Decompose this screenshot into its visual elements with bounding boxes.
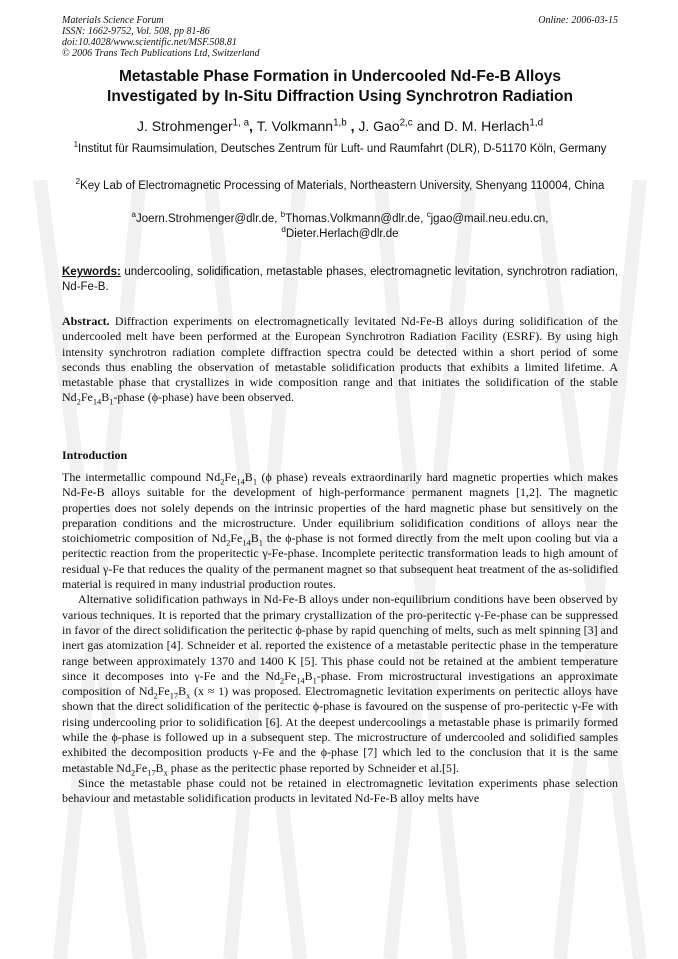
intro-text: phase as the peritectic phase reported by Schneider et al.[5]. <box>167 760 459 775</box>
formula-part: Fe <box>284 668 297 683</box>
formula-subscript: 1 <box>109 397 114 407</box>
keywords-label: Keywords: <box>62 266 121 278</box>
intro-text: (ϕ phase) reveals extraordinarily hard magnetic properties which makes Nd-Fe-B alloys suitable for the development of high-performance permanent magnets [1,2]. The magnetic properties does not solely depends on the intrinsic properties of the hard magnetic phase but sensitively on the preparation conditions and the microstructure. Under equilibrium solidification conditions of alloys near the stoichiometric composition of Nd <box>62 470 618 546</box>
formula-subscript: 14 <box>92 397 102 407</box>
formula-subscript: 2 <box>220 477 225 487</box>
email-a[interactable]: Joern.Strohmenger@dlr.de, <box>136 213 281 225</box>
keywords-text: undercooling, solidification, metastable phases, electromagnetic levitation, synchrotron radiation, Nd-Fe-B. <box>62 266 618 293</box>
email-d[interactable]: Dieter.Herlach@dlr.de <box>285 228 399 240</box>
intro-text: The intermetallic compound Nd <box>62 470 221 484</box>
intro-paragraph-3: Since the metastable phase could not be retained in electromagnetic levitation experiments phase selection behaviour and metastable solidification products in levitated Nd-Fe-B alloy melts have <box>62 775 618 806</box>
formula-subscript: 2 <box>153 691 158 701</box>
author-2-affil: 1,b <box>333 117 347 129</box>
formula-part: B <box>244 470 253 484</box>
formula-part: B <box>250 531 259 546</box>
intro-text: the ϕ-phase is not formed directly from the melt upon cooling but via a peritectic reaction from the properitectic γ-Fe-phase. Incomplete peritectic transformation leads to high amount of residual γ-Fe that reduces the quality of the permanent magnet so that subsequent heat treatment of the as-solidified material is required in many industrial production routes. <box>62 531 618 592</box>
formula-part: B <box>178 684 187 699</box>
affiliation-1-marker: 1 <box>73 140 79 150</box>
paper-title <box>40 67 640 107</box>
journal-issn: ISSN: 1662-9752, Vol. 508, pp 81-86 <box>62 26 210 37</box>
formula-subscript: 2 <box>130 768 136 778</box>
formula-subscript: x <box>163 768 168 778</box>
formula-part: Fe <box>80 390 93 405</box>
formula-part: Fe <box>157 684 170 699</box>
title-line-1: Metastable Phase Formation in Undercooled Nd-Fe-B Alloys <box>118 68 562 85</box>
formula-subscript: 14 <box>296 676 305 686</box>
affiliation-2-text: Key Lab of Electromagnetic Processing of Materials, Northeastern University, Shenyang 110004, China <box>80 180 605 192</box>
intro-paragraph-1 <box>62 470 618 592</box>
formula-subscript: 14 <box>236 477 245 487</box>
formula-subscript: 1 <box>258 538 263 548</box>
intro-text: -phase. From microstructural investigations an approximate composition of Nd <box>62 668 618 699</box>
formula-part: Fe <box>135 760 148 775</box>
email-list <box>62 212 618 242</box>
formula-part: Fe <box>224 470 237 484</box>
formula-subscript: 2 <box>226 538 231 548</box>
journal-copyright: © 2006 Trans Tech Publications Ltd, Switzerland <box>62 48 260 59</box>
email-a-marker: a <box>131 210 137 220</box>
introduction-body <box>62 470 618 807</box>
formula-subscript: x <box>186 691 191 701</box>
keywords <box>62 265 618 295</box>
journal-header <box>62 15 618 59</box>
abstract-text: Diffraction experiments on electromagnetically levitated Nd-Fe-B alloys during solidification of the undercooled melt have been performed at the European Synchrotron Radiation Facility (ESRF). By using high intensity synchrotron radiation complete diffraction spectra could be detected within a short period of some seconds thus enabling the observation of metastable solidification products that exhibits a limited lifetime. A metastable phase that crystallizes in wide composition range and that initiates the solidification of the stable <box>62 314 618 390</box>
title-line-2: Investigated by In-Situ Diffraction Using Synchrotron Radiation <box>107 88 573 105</box>
section-heading-introduction: Introduction <box>62 448 128 462</box>
abstract-label: Abstract. <box>62 314 110 328</box>
formula-part: B <box>304 668 313 683</box>
formula-subscript: 1 <box>312 676 317 686</box>
author-4: D. M. Herlach <box>443 118 530 134</box>
abstract <box>62 314 618 406</box>
formula-part: Nd <box>62 390 77 405</box>
affiliation-2 <box>62 178 618 194</box>
author-4-affil: 1,d <box>529 117 544 129</box>
formula-subscript: 17 <box>147 768 156 778</box>
author-2: T. Volkmann <box>256 118 334 134</box>
author-3-affil: 2,c <box>399 117 413 129</box>
author-list <box>40 117 640 135</box>
formula-subscript: 14 <box>242 538 251 548</box>
formula-subscript: 2 <box>76 397 81 407</box>
formula-part: B <box>101 390 110 405</box>
author-1: J. Strohmenger <box>136 118 233 134</box>
affiliation-1-text: Institut für Raumsimulation, Deutsches Zentrum für Luft- und Raumfahrt (DLR), D-51170 Köln, Germany <box>78 143 607 155</box>
intro-text: (x ≈ 1) was proposed. Electromagnetic levitation experiments on peritectic alloys have shown that the direct solidification of the peritectic ϕ-phase is favoured on the suspense of pro-peritectic γ-Fe with rising undercooling prior to solidification [6]. At the deepest undercoolings a metastable phase is primarily formed while the ϕ-phase is followed up in a subsequent step. The microstructure of undercooled and solidified samples exhibited the decomposition products γ-Fe and the ϕ-phase [7] which led to the conclusion that it is the same metastable Nd <box>62 684 619 775</box>
intro-paragraph-2 <box>62 592 618 776</box>
journal-name: Materials Science Forum <box>62 15 164 26</box>
author-sep-1: , <box>249 118 257 134</box>
formula-part: Fe <box>230 531 243 546</box>
online-date: Online: 2006-03-15 <box>538 15 618 26</box>
formula-subscript: 2 <box>280 676 285 686</box>
email-b-marker: b <box>280 210 286 220</box>
formula-subscript: 17 <box>169 691 179 701</box>
author-sep-3: and <box>412 118 444 134</box>
email-d-marker: d <box>281 225 286 235</box>
email-b[interactable]: Thomas.Volkmann@dlr.de, <box>285 213 427 225</box>
affiliation-1 <box>62 141 618 157</box>
author-1-affil: 1, a <box>232 117 250 129</box>
email-c-marker: c <box>426 210 431 220</box>
formula-part: B <box>155 760 164 775</box>
formula-subscript: 1 <box>252 477 257 487</box>
email-c[interactable]: jgao@mail.neu.edu.cn, <box>430 213 549 225</box>
affiliation-2-marker: 2 <box>75 177 81 187</box>
journal-doi[interactable]: doi:10.4028/www.scientific.net/MSF.508.81 <box>62 37 237 48</box>
author-sep-2: , <box>346 118 359 134</box>
author-3: J. Gao <box>358 118 400 134</box>
intro-text: Alternative solidification pathways in Nd-Fe-B alloys under non-equilibrium conditions have been observed by various techniques. It is reported that the primary crystallization of the pro-peritectic γ-Fe-phase can be suppressed in favor of the direct solidification the peritectic ϕ-phase by rapid quenching of melts, such as melt spinning [3] and inert gas atomization [4]. Schneider et al. reported the existence of a metastable peritectic phase in the temperature range between approximately 1370 and 1400 K [5]. This phase could not be retained at the ambient temperature since it decomposes into γ-Fe and the Nd <box>62 592 618 683</box>
abstract-tail: -phase (ϕ-phase) have been observed. <box>113 390 295 405</box>
